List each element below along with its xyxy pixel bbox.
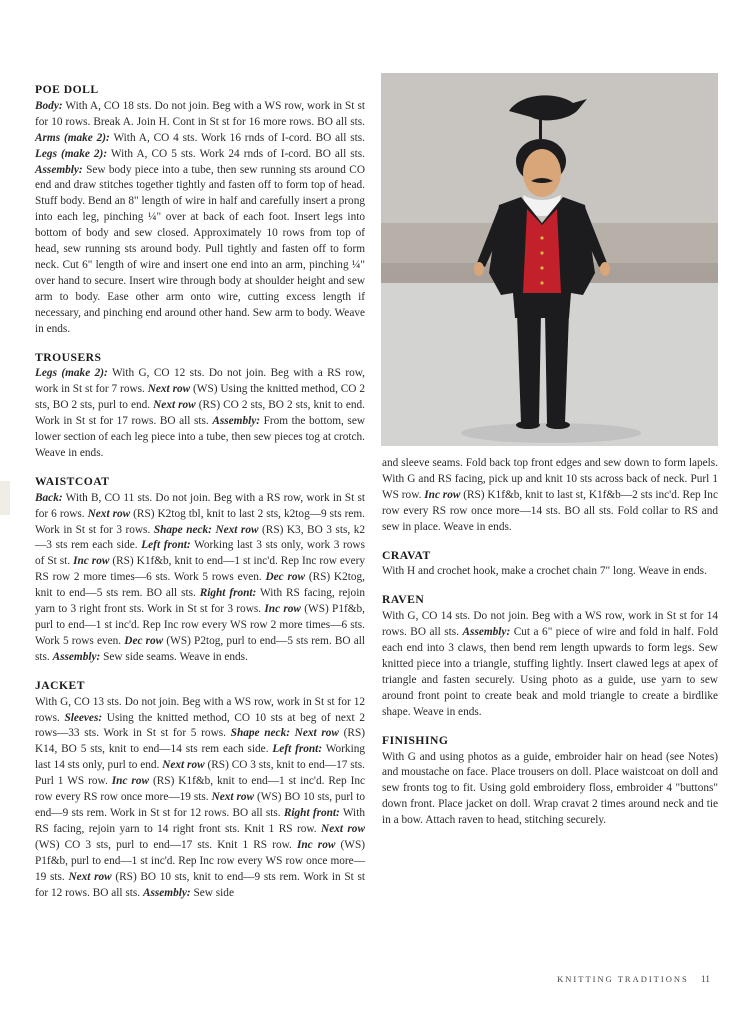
instruction-text: With G, CO 12 sts. Do not join. Beg with a RS row, work in St st for 7 rows. [35, 367, 366, 396]
instruction-label: Assembly: [462, 626, 511, 639]
instruction-label: Back: [35, 491, 63, 504]
instruction-text: From the bottom, sew lower section of each leg piece into a tube, then sew pieces tog at crotch. Weave in ends. [35, 415, 365, 459]
section-title: WAISTCOAT [35, 474, 110, 488]
instruction-text: (WS) Using the knitted method, CO 2 sts, BO 2 sts, purl to end. [35, 383, 365, 412]
instruction-text: (RS) K2tog tbl, knit to last 2 sts, k2tog—9 sts rem. Work in St st for 3 rows. [35, 507, 365, 536]
section-trousers [35, 350, 365, 462]
instruction-label: Next row [68, 870, 112, 883]
instruction-label: Next row [321, 822, 365, 835]
section-title: TROUSERS [35, 350, 102, 364]
section-title: RAVEN [382, 593, 425, 607]
instruction-label: Inc row [264, 603, 301, 616]
instruction-text: With H and crochet hook, make a crochet chain 7" long. Weave in ends. [382, 565, 707, 578]
section-body [382, 609, 718, 720]
instruction-label: Right front: [283, 806, 340, 819]
instruction-label: Dec row [124, 634, 164, 647]
instruction-label: Next row [211, 791, 255, 804]
section-jacket [35, 678, 365, 902]
instruction-label: Inc row [296, 838, 336, 851]
page-edge-tab [0, 481, 10, 515]
instruction-text: (RS) BO 10 sts, knit to end—9 sts rem. Work in St st for 12 rows. BO all sts. [35, 870, 365, 899]
instruction-label: Assembly: [142, 886, 191, 899]
instruction-text: With G and using photos as a guide, embroider hair on head (see Notes) and moustache on face. Place trousers on doll. Place waistcoat on doll and sew fronts tog to fit. Using gold embroidery floss, embroider 4 "buttons" down front. Place jacket on doll. Wrap cravat 2 times around neck and tie in a bow. Attach raven to head, stitching securely. [382, 750, 718, 827]
page-number: 11 [700, 975, 710, 985]
section-poe-doll [35, 82, 365, 338]
instruction-label: Dec row [265, 571, 306, 584]
instruction-text: (RS) K1f&b, knit to end—1 st inc'd. Rep Inc row every RS row 2 more times—6 sts. Work 5 rows even. [35, 555, 365, 584]
instruction-label: Sleeves: [64, 711, 103, 724]
instruction-label: Next row [147, 383, 191, 396]
instruction-label: Shape neck: Next row [153, 523, 259, 536]
instruction-label: Shape neck: Next row [230, 727, 339, 740]
instruction-text: (RS) K3, BO 3 sts, k2—3 sts rem each side. [35, 523, 365, 552]
instruction-text: (WS) BO 10 sts, purl to end—9 sts rem. Work in St st for 12 rows. BO all sts. [35, 791, 365, 819]
instruction-label: Arms (make 2): [35, 131, 110, 144]
section-title: CRAVAT [382, 548, 431, 562]
right-column [382, 456, 718, 841]
instruction-text: (RS) K1f&b, knit to last st, K1f&b—2 sts inc'd. Rep Inc row every RS row once more—14 sts. BO all sts. Fold collar to RS and sew in place. Weave in ends. [382, 488, 718, 533]
instruction-label: Inc row [424, 488, 461, 501]
page-footer [557, 974, 710, 985]
instruction-label: Assembly: [52, 650, 101, 663]
instruction-text: (WS) P1f&b, purl to end—1 st inc'd. Rep Inc row every WS row 2 more times—6 sts. Work 5 rows even. [35, 603, 365, 647]
section-body [35, 695, 365, 902]
section-jacket-continued [382, 456, 718, 536]
instruction-text: With A, CO 4 sts. Work 16 rnds of I-cord. BO all sts. [109, 131, 366, 144]
instruction-label: Legs (make 2): [35, 147, 108, 160]
section-body [382, 750, 718, 830]
instruction-text: Working last 3 sts only, work 3 rows of St st. [35, 539, 365, 568]
instruction-text: Using the knitted method, CO 10 sts at beg of next 2 rows—33 sts. Work in St st for 5 rows. [35, 711, 365, 740]
instruction-text: With B, CO 11 sts. Do not join. Beg with a RS row, work in St st for 6 rows. [35, 491, 365, 520]
section-waistcoat [35, 474, 365, 666]
section-raven [382, 592, 718, 720]
section-title: JACKET [35, 678, 86, 692]
section-title: POE DOLL [35, 83, 99, 96]
instruction-text: and sleeve seams. Fold back top front edges and sew down to form lapels. With G and RS facing, pick up and knit 10 sts across back of neck. Purl 1 WS row. [382, 457, 718, 501]
section-finishing [382, 733, 718, 829]
section-body [35, 99, 365, 338]
instruction-label: Left front: [141, 539, 191, 552]
instruction-text: (RS) K14, BO 5 sts, knit to end—14 sts rem each side. [35, 727, 365, 756]
left-column [35, 82, 365, 913]
instruction-text: With G, CO 13 sts. Do not join. Beg with a WS row, work in St st for 12 rows. [35, 695, 365, 724]
instruction-label: Next row [87, 507, 131, 520]
instruction-text: Sew side [190, 886, 234, 899]
instruction-text: With A, CO 18 sts. Do not join. Beg with a WS row, work in St st for 10 rows. Break A. Join H. Cont in St st for 16 more rows. BO all sts. [35, 99, 365, 128]
doll-photo [381, 73, 718, 446]
instruction-label: Inc row [73, 555, 110, 568]
instruction-text: With G, CO 14 sts. Do not join. Beg with a WS row, work in St st for 14 rows. BO all sts. [382, 610, 718, 639]
instruction-text: With RS facing, rejoin yarn to 3 right front sts. Work in St st for 3 rows. [35, 587, 365, 616]
section-body [382, 564, 718, 580]
section-body [35, 366, 365, 461]
instruction-text: (RS) K2tog, knit to end—5 sts rem. BO all sts. [35, 571, 365, 600]
instruction-text: Working last 14 sts only, purl to end. [35, 743, 366, 772]
magazine-name: KNITTING TRADITIONS [557, 974, 689, 984]
instruction-label: Next row [162, 759, 205, 772]
instruction-label: Right front: [199, 587, 257, 600]
section-body [35, 491, 365, 666]
instruction-text: (RS) CO 3 sts, knit to end—17 sts. Purl 1 WS row. [35, 759, 365, 788]
instruction-label: Legs (make 2): [35, 367, 108, 380]
section-title: FINISHING [382, 733, 449, 747]
instruction-label: Assembly: [35, 163, 83, 176]
poe-doll-illustration [381, 73, 718, 446]
instruction-label: Left front: [272, 743, 323, 756]
instruction-text: Sew body piece into a tube, then sew running sts around CO end and draw stitches together tightly and fasten off to form top of head. Stuff body. Bend an 8" length of wire in half and carefully insert a prong into each leg, pinching ¼" over at back of each foot. Insert legs into bottom of body and sew closed. Approximately 10 rows from top of head, sew running sts around body. Pull tightly and fasten off to form neck. Cut 6" length of wire and insert one end into an arm, pinching ¼" over hand to secure. Insert wire through body at shoulder height and sew arm to body. Ease other arm onto wire, cutting excess length if necessary, and pinching end around other hand. Sew arm to body. Weave in ends. [35, 163, 365, 335]
instruction-text: (WS) CO 3 sts, purl to end—17 sts. Knit 1 RS row. [35, 838, 297, 851]
instruction-text: (RS) CO 2 sts, BO 2 sts, knit to end. Work in St st for 17 rows. BO all sts. [35, 399, 365, 428]
instruction-label: Body: [35, 99, 63, 112]
instruction-text: Sew side seams. Weave in ends. [100, 650, 248, 663]
instruction-text: (RS) K1f&b, knit to end—1 st inc'd. Rep Inc row every RS row once more—19 sts. [35, 775, 365, 804]
instruction-text: (WS) P1f&b, purl to end—1 st inc'd. Rep Inc row every WS row once more—19 sts. [35, 838, 365, 883]
instruction-label: Assembly: [212, 415, 261, 428]
instruction-text: (WS) P2tog, purl to end—5 sts rem. BO all sts. [35, 634, 366, 663]
instruction-label: Inc row [111, 775, 150, 788]
instruction-label: Next row [153, 399, 196, 412]
section-cravat [382, 548, 718, 581]
instruction-text: Cut a 6" piece of wire and fold in half. Fold each end into 3 claws, then bend rem length upwards to form legs. Sew knitted piece into a triangle, stuffing lightly. Insert clawed legs at apex of triangle and fasten securely. Using photo as a guide, use yarn to sew around front point to create beak and mold triangle to create a birdlike shape. Weave in ends. [382, 626, 718, 718]
instruction-text: With A, CO 5 sts. Work 24 rnds of I-cord. BO all sts. [107, 147, 366, 160]
instruction-text: With RS facing, rejoin yarn to 14 right front sts. Knit 1 RS row. [35, 806, 365, 835]
section-body [382, 456, 718, 536]
